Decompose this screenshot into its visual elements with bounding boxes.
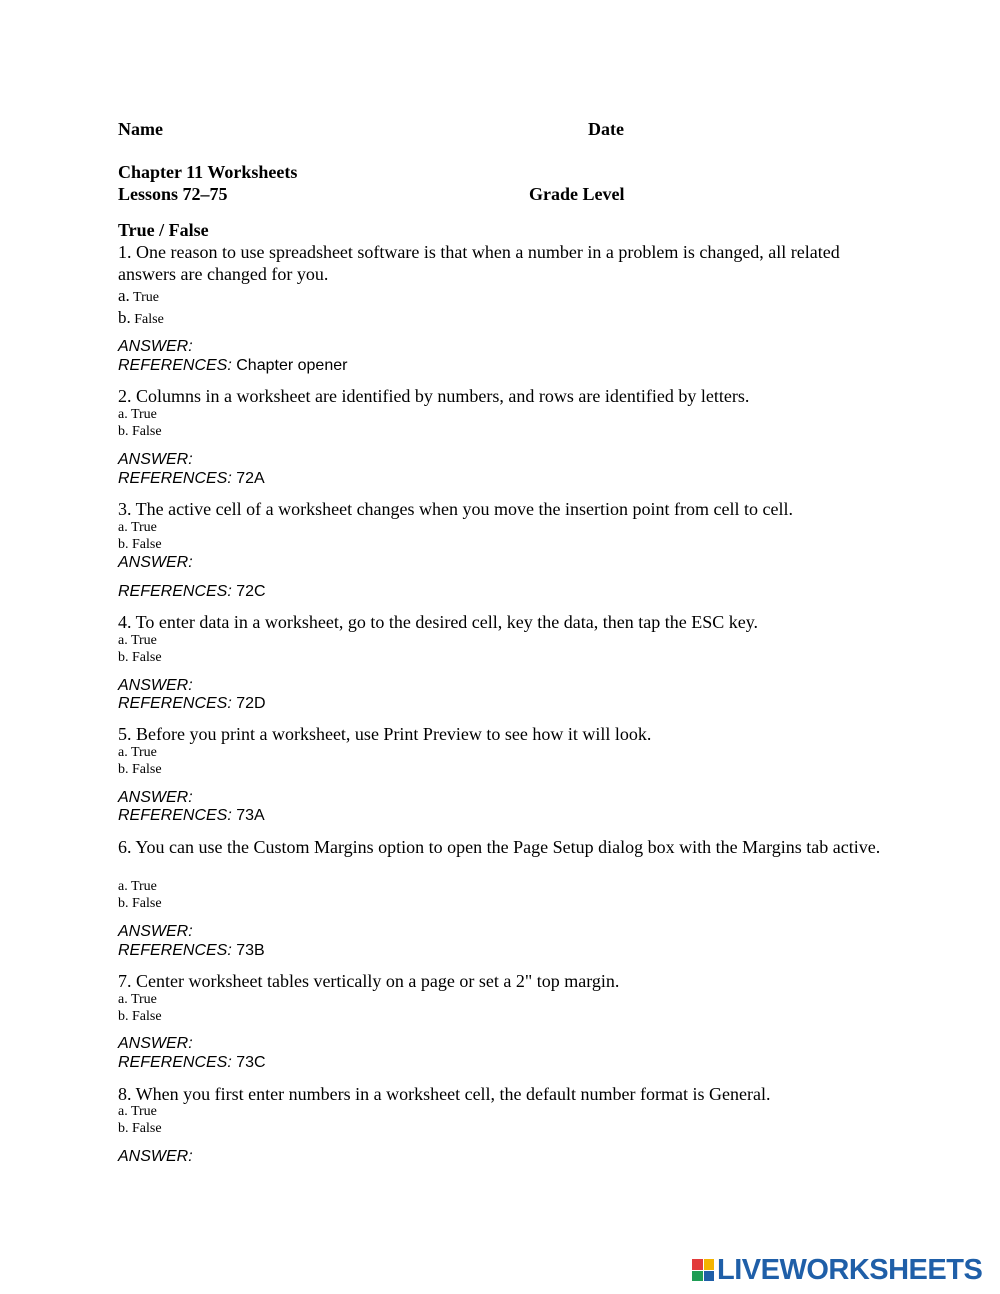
question-6: 6. You can use the Custom Margins option to open the Page Setup dialog box with the Margins tab active. [118,837,881,857]
answer-label: ANSWER: [118,923,193,940]
liveworksheets-logo [692,1254,982,1286]
logo-square-blue [704,1271,715,1282]
answer-label: ANSWER: [118,1148,193,1165]
reference-line: REFERENCES: 72A [118,470,265,487]
answer-label: ANSWER: [118,451,193,468]
answer-label: ANSWER: [118,1035,193,1052]
grade-level-label: Grade Level [529,184,625,204]
chapter-title: Chapter 11 Worksheets [118,162,298,182]
option-b[interactable]: b. False [118,896,162,911]
reference-line: REFERENCES: 73C [118,1054,266,1071]
option-b[interactable]: b. False [118,308,164,327]
option-b[interactable]: b. False [118,762,162,777]
name-label: Name [118,119,163,139]
answer-label: ANSWER: [118,554,193,571]
reference-line: REFERENCES: Chapter opener [118,357,348,374]
question-7: 7. Center worksheet tables vertically on a page or set a 2" top margin. [118,971,620,991]
reference-line: REFERENCES: 72D [118,695,266,712]
answer-label: ANSWER: [118,789,193,806]
option-b[interactable]: b. False [118,1121,162,1136]
logo-square-red [692,1259,703,1270]
question-3: 3. The active cell of a worksheet changes when you move the insertion point from cell to cell. [118,499,793,519]
logo-mark-icon [692,1259,714,1281]
option-a[interactable]: a. True [118,992,157,1007]
option-b[interactable]: b. False [118,1009,162,1024]
option-b[interactable]: b. False [118,537,162,552]
answer-label: ANSWER: [118,677,193,694]
option-a[interactable]: a. True [118,1104,157,1119]
date-label: Date [588,119,624,139]
logo-text: LIVEWORKSHEETS [717,1253,983,1286]
reference-line: REFERENCES: 73B [118,942,265,959]
question-1: 1. One reason to use spreadsheet software is that when a number in a problem is changed, all related answers are changed for you. [118,242,840,284]
logo-square-green [692,1271,703,1282]
option-a[interactable]: a. True [118,879,157,894]
question-2: 2. Columns in a worksheet are identified by numbers, and rows are identified by letters. [118,386,750,406]
answer-label: ANSWER: [118,338,193,355]
option-a[interactable]: a. True [118,633,157,648]
reference-line: REFERENCES: 73A [118,807,265,824]
question-5: 5. Before you print a worksheet, use Print Preview to see how it will look. [118,724,652,744]
section-title: True / False [118,220,209,240]
question-8: 8. When you first enter numbers in a worksheet cell, the default number format is General. [118,1084,771,1104]
option-a[interactable]: a. True [118,286,159,305]
option-a[interactable]: a. True [118,745,157,760]
lessons-label: Lessons 72–75 [118,184,228,204]
reference-line: REFERENCES: 72C [118,583,266,600]
option-a[interactable]: a. True [118,520,157,535]
option-b[interactable]: b. False [118,424,162,439]
option-b[interactable]: b. False [118,650,162,665]
option-a[interactable]: a. True [118,407,157,422]
logo-square-yellow [704,1259,715,1270]
question-4: 4. To enter data in a worksheet, go to the desired cell, key the data, then tap the ESC key. [118,612,759,632]
